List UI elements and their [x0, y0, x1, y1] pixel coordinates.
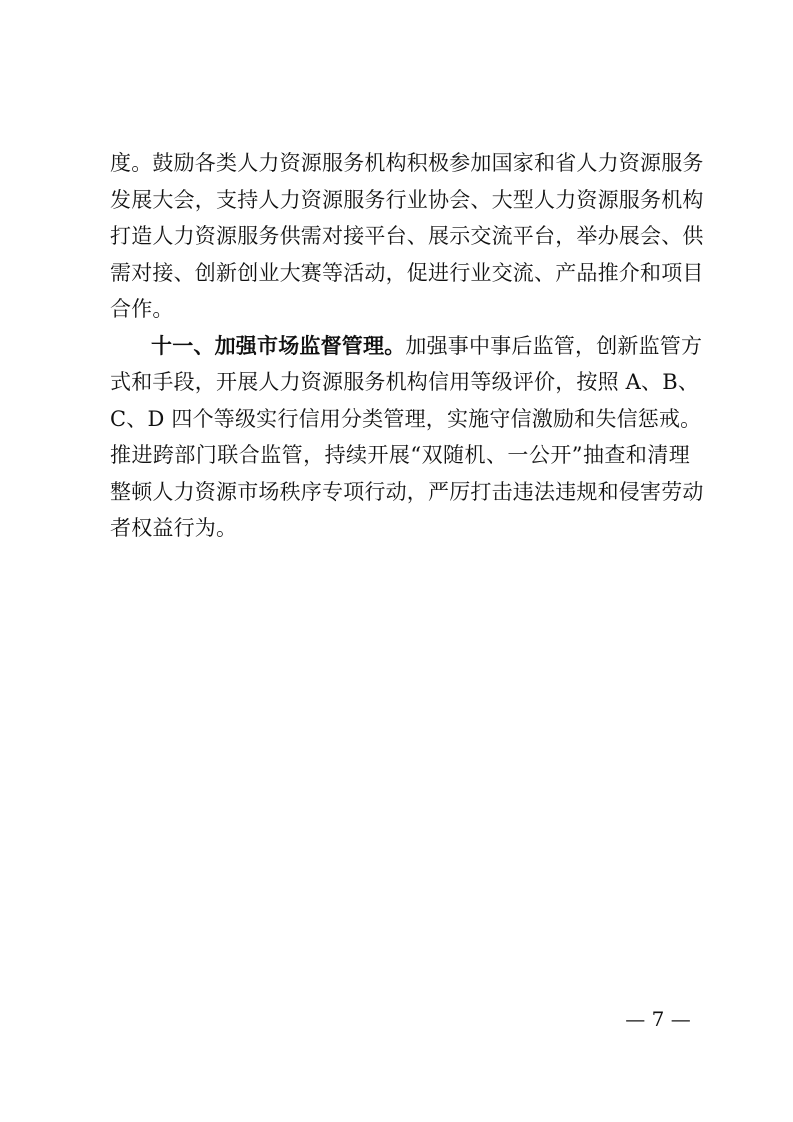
text-line: 发展大会，支持人力资源服务行业协会、大型人力资源服务机构: [110, 187, 704, 212]
text-line: 整顿人力资源市场秩序专项行动，严厉打击违法违规和侵害劳动: [110, 479, 704, 504]
section-heading: 十一、加强市场监督管理。: [151, 333, 406, 358]
text-line: 度。鼓励各类人力资源服务机构积极参加国家和省人力资源服务: [110, 151, 704, 175]
page-number: — 7 —: [625, 1007, 691, 1031]
text-line: 者权益行为。: [110, 516, 238, 540]
text-line: 推进跨部门联合监管，持续开展“双随机、一公开”抽查和清理: [110, 443, 690, 467]
document-body: [110, 145, 704, 547]
text-line: 打造人力资源服务供需对接平台、展示交流平台，举办展会、供: [110, 224, 704, 248]
text-run: 加强事中事后监管，创新监管方: [405, 333, 703, 358]
text-line: C、D 四个等级实行信用分类管理，实施守信激励和失信惩戒。: [110, 406, 702, 431]
paragraph-continuation: [110, 145, 704, 328]
text-line: 合作。: [110, 297, 174, 321]
paragraph-market-supervision: [110, 328, 704, 547]
text-line: 需对接、创新创业大赛等活动，促进行业交流、产品推介和项目: [110, 260, 704, 285]
text-line: 式和手段，开展人力资源服务机构信用等级评价，按照 A、B、: [110, 370, 700, 394]
text-line-with-heading: [110, 328, 703, 365]
